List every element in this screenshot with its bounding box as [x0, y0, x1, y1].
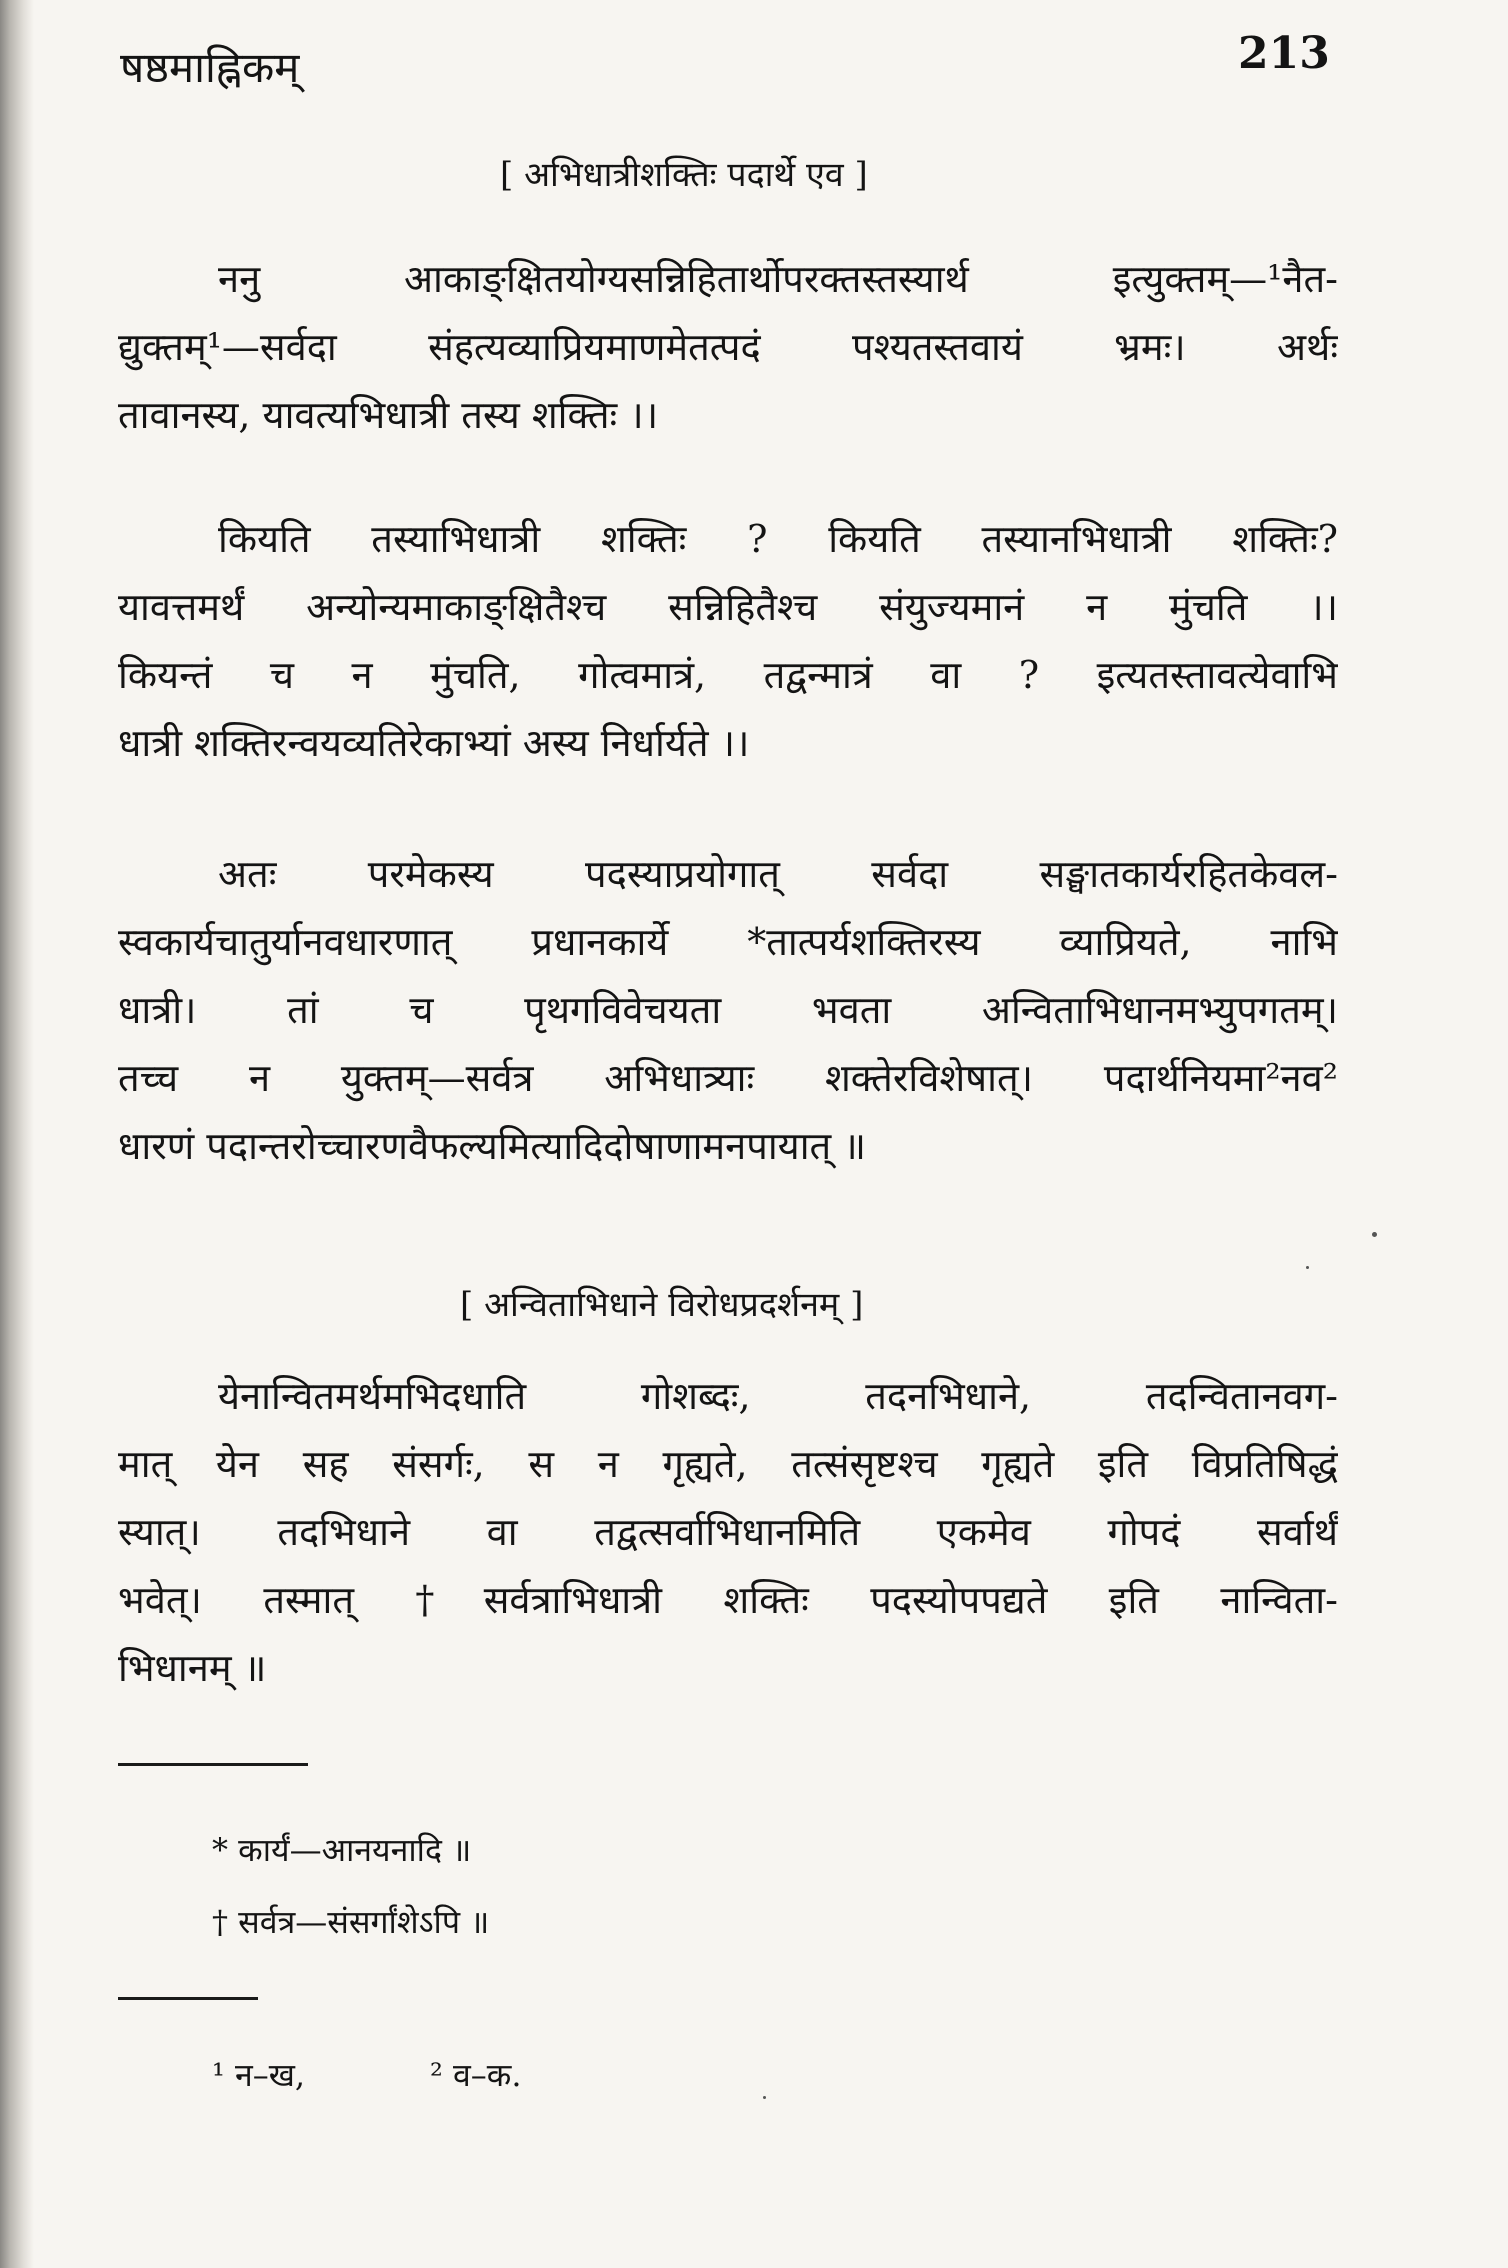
paragraph-line: धात्री। तां च पृथगविवेचयता भवता अन्विताभिधानमभ्युपगतम्।: [118, 988, 1338, 1032]
section-heading-1: [ अभिधात्रीशक्तिः पदार्थे एव ]: [500, 155, 868, 195]
paragraph-2: [118, 505, 1338, 777]
paragraph-1: [118, 245, 1338, 449]
scan-speck: [1372, 1232, 1377, 1237]
page-number: 213: [1238, 28, 1330, 79]
scan-speck: [763, 2096, 766, 2099]
paragraph-line: यावत्तमर्थं अन्योन्यमाकाङ्क्षितैश्च सन्निहितैश्च संयुज्यमानं न मुंचति ।।: [118, 585, 1338, 629]
editorial-note: * कार्यं—आनयनादि ॥: [212, 1831, 472, 1869]
paragraph-line: ननु आकाङ्क्षितयोग्यसन्निहितार्थोपरक्तस्तस्यार्थ इत्युक्तम्—¹नैत-: [218, 257, 1338, 301]
paragraph-line: स्वकार्यचातुर्यानवधारणात् प्रधानकार्ये *तात्पर्यशक्तिरस्य व्याप्रियते, नाभि: [118, 920, 1338, 964]
section-heading-2: [ अन्विताभिधाने विरोधप्रदर्शनम् ]: [460, 1285, 864, 1325]
paragraph-line: भिधानम् ॥: [118, 1646, 267, 1690]
paragraph-line: तच्च न युक्तम्—सर्वत्र अभिधात्र्याः शक्तेरविशेषात्। पदार्थनियमा²नव²: [118, 1056, 1338, 1100]
footnote-rule-1: [118, 1763, 308, 1766]
paragraph-line: अतः परमेकस्य पदस्याप्रयोगात् सर्वदा सङ्घातकार्यरहितकेवल-: [218, 852, 1338, 896]
paragraph-line: भवेत्। तस्मात् †सर्वत्राभिधात्री शक्तिः पदस्योपपद्यते इति नान्विता-: [118, 1578, 1338, 1622]
variant-note: ¹ न–ख,: [212, 2056, 306, 2094]
paragraph-line: मात् येन सह संसर्गः, स न गृह्यते, तत्संसृष्टश्च गृह्यते इति विप्रतिषिद्धं: [118, 1442, 1338, 1486]
paragraph-line: कियन्तं च न मुंचति, गोत्वमात्रं, तद्वन्मात्रं वा ? इत्यतस्तावत्येवाभि: [118, 653, 1338, 697]
paragraph-line: द्युक्तम्¹—सर्वदा संहत्यव्याप्रियमाणमेतत्पदं पश्यतस्तवायं भ्रमः। अर्थः: [118, 325, 1338, 369]
paragraph-line: तावानस्य, यावत्यभिधात्री तस्य शक्तिः ।।: [118, 393, 659, 437]
paragraph-line: स्यात्। तदभिधाने वा तद्वत्सर्वाभिधानमिति एकमेव गोपदं सर्वार्थं: [118, 1510, 1338, 1554]
scan-speck: [1306, 1266, 1309, 1269]
paragraph-3: [118, 840, 1338, 1180]
running-title: षष्ठमाह्निकम्: [120, 43, 300, 92]
variant-note: ² व–क.: [430, 2056, 522, 2094]
footnote-rule-2: [118, 1997, 258, 2000]
paragraph-line: येनान्वितमर्थमभिदधाति गोशब्दः, तदनभिधाने, तदन्वितानवग-: [218, 1374, 1338, 1418]
paragraph-line: धारणं पदान्तरोच्चारणवैफल्यमित्यादिदोषाणामनपायात् ॥: [118, 1124, 867, 1168]
binding-edge: [0, 0, 34, 2268]
paragraph-line: कियति तस्याभिधात्री शक्तिः ? कियति तस्यानभिधात्री शक्तिः?: [218, 517, 1338, 561]
editorial-note: † सर्वत्र—संसर्गांशेऽपि ॥: [212, 1903, 490, 1941]
paragraph-4: [118, 1362, 1338, 1702]
paragraph-line: धात्री शक्तिरन्वयव्यतिरेकाभ्यां अस्य निर्धार्यते ।।: [118, 721, 750, 765]
